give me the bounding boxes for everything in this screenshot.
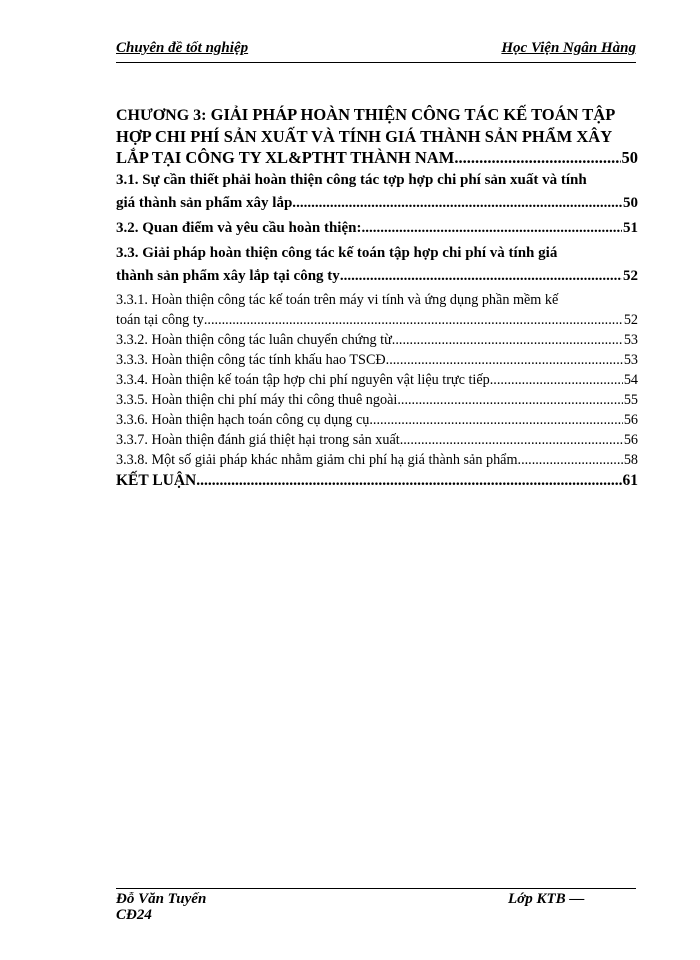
toc-subsection-title: 3.3.8. Một số giải pháp khác nhằm giảm chi phí hạ giá thành sản phẩm [116, 452, 518, 468]
toc-conclusion-title: KẾT LUẬN [116, 472, 197, 489]
toc-subsection-3-3-1[interactable] [116, 290, 638, 330]
toc-chapter-3[interactable] [116, 104, 638, 168]
dot-leader [493, 370, 623, 390]
toc-subsection-title: 3.3.2. Hoàn thiện công tác luân chuyển chứng từ. [116, 332, 396, 348]
toc-section-3-1-title-2: giá thành sản phẩm xây lắp. [116, 195, 297, 211]
toc-subsection-3-3-1-leader [116, 310, 638, 330]
toc-subsection-title: 3.3.3. Hoàn thiện công tác tính khấu hao TSCĐ [116, 352, 386, 368]
dot-leader [296, 192, 622, 215]
footer-author [116, 891, 206, 923]
footer-class: Lớp KTB — [508, 891, 585, 907]
toc-page-number: 58 [623, 452, 638, 468]
dot-leader [204, 310, 623, 330]
toc-section-3-3-title-1: 3.3. Giải pháp hoàn thiện công tác kế toán tập hợp chi phí và tính giá [116, 245, 558, 261]
toc-subsection-3-3-2[interactable] [116, 330, 638, 350]
toc-subsection-3-3-1-title-1: 3.3.1. Hoàn thiện công tác kế toán trên máy vi tính và ứng dụng phần mềm kế [116, 292, 559, 308]
footer-author-name: Đỗ Văn Tuyến [116, 891, 207, 907]
dot-leader [196, 470, 621, 492]
dot-leader [518, 450, 623, 470]
toc-subsection-3-3-4[interactable] [116, 370, 638, 390]
dot-leader [386, 350, 623, 370]
header-institution: Học Viện Ngân Hàng [501, 40, 636, 56]
toc-section-3-2[interactable] [116, 217, 638, 240]
toc-section-3-1-leader [116, 192, 638, 215]
toc-page-number: 61 [622, 472, 638, 489]
toc-subsection-title: 3.3.4. Hoàn thiện kế toán tập hợp chi phí nguyên vật liệu trực tiếp. [116, 372, 494, 388]
toc-page-number: 54 [623, 372, 638, 388]
toc-chapter-3-prefix: CHƯƠNG 3: [116, 107, 207, 124]
header-document-title: Chuyên đề tốt nghiệp [116, 40, 249, 56]
toc-section-3-2-leader [116, 217, 638, 240]
toc-section-3-1[interactable] [116, 169, 638, 215]
page-footer [116, 888, 636, 923]
table-of-contents [116, 104, 638, 492]
toc-chapter-3-title-2: HỢP CHI PHÍ SẢN XUẤT VÀ TÍNH GIÁ THÀNH SẢN PHẨM XÂY [116, 127, 613, 146]
toc-section-3-1-title-1: 3.1. Sự cần thiết phải hoàn thiện công tác tợp hợp chi phí sản xuất và tính [116, 172, 587, 188]
toc-subsection-title: 3.3.5. Hoàn thiện chi phí máy thi công thuê ngoài. [116, 392, 401, 408]
toc-page-number: 52 [623, 312, 638, 328]
toc-chapter-3-leader [116, 147, 638, 168]
toc-page-number: 55 [623, 392, 638, 408]
toc-page-number: 51 [623, 220, 638, 236]
toc-section-3-3[interactable] [116, 242, 638, 288]
dot-leader [400, 430, 623, 450]
toc-section-3-3-leader [116, 265, 638, 288]
dot-leader [401, 390, 623, 410]
dot-leader [361, 217, 622, 240]
toc-subsection-title: 3.3.7. Hoàn thiện đánh giá thiệt hại trong sản xuất [116, 432, 400, 448]
toc-section-3-2-title: 3.2. Quan điểm và yêu cầu hoàn thiện: [116, 220, 362, 236]
toc-page-number: 56 [623, 412, 638, 428]
toc-page-number: 53 [623, 352, 638, 368]
toc-chapter-3-title-3: LẮP TẠI CÔNG TY XL&PTHT THÀNH NAM [116, 148, 455, 167]
toc-page-number: 56 [623, 432, 638, 448]
toc-chapter-3-title-1: GIẢI PHÁP HOÀN THIỆN CÔNG TÁC KẾ TOÁN TẬP [210, 105, 616, 124]
dot-leader [454, 147, 620, 168]
toc-page-number: 50 [621, 148, 638, 167]
toc-page-number: 53 [623, 332, 638, 348]
dot-leader [340, 265, 622, 288]
dot-leader [369, 410, 622, 430]
toc-subsection-3-3-7[interactable] [116, 430, 638, 450]
dot-leader [395, 330, 622, 350]
toc-subsection-3-3-5[interactable] [116, 390, 638, 410]
toc-page-number: 50 [623, 195, 638, 211]
toc-page-number: 52 [623, 268, 638, 284]
toc-subsection-3-3-3[interactable] [116, 350, 638, 370]
toc-conclusion[interactable] [116, 470, 638, 492]
footer-author-class-code: CĐ24 [116, 907, 152, 923]
toc-subsection-3-3-8[interactable] [116, 450, 638, 470]
toc-subsection-3-3-6[interactable] [116, 410, 638, 430]
toc-section-3-3-title-2: thành sản phẩm xây lắp tại công ty [116, 268, 340, 284]
toc-chapter-3-line1 [116, 104, 638, 126]
toc-subsection-3-3-1-title-2: toán tại công ty [116, 312, 204, 328]
page-header [116, 40, 636, 63]
toc-subsection-title: 3.3.6. Hoàn thiện hạch toán công cụ dụng cụ [116, 412, 370, 428]
